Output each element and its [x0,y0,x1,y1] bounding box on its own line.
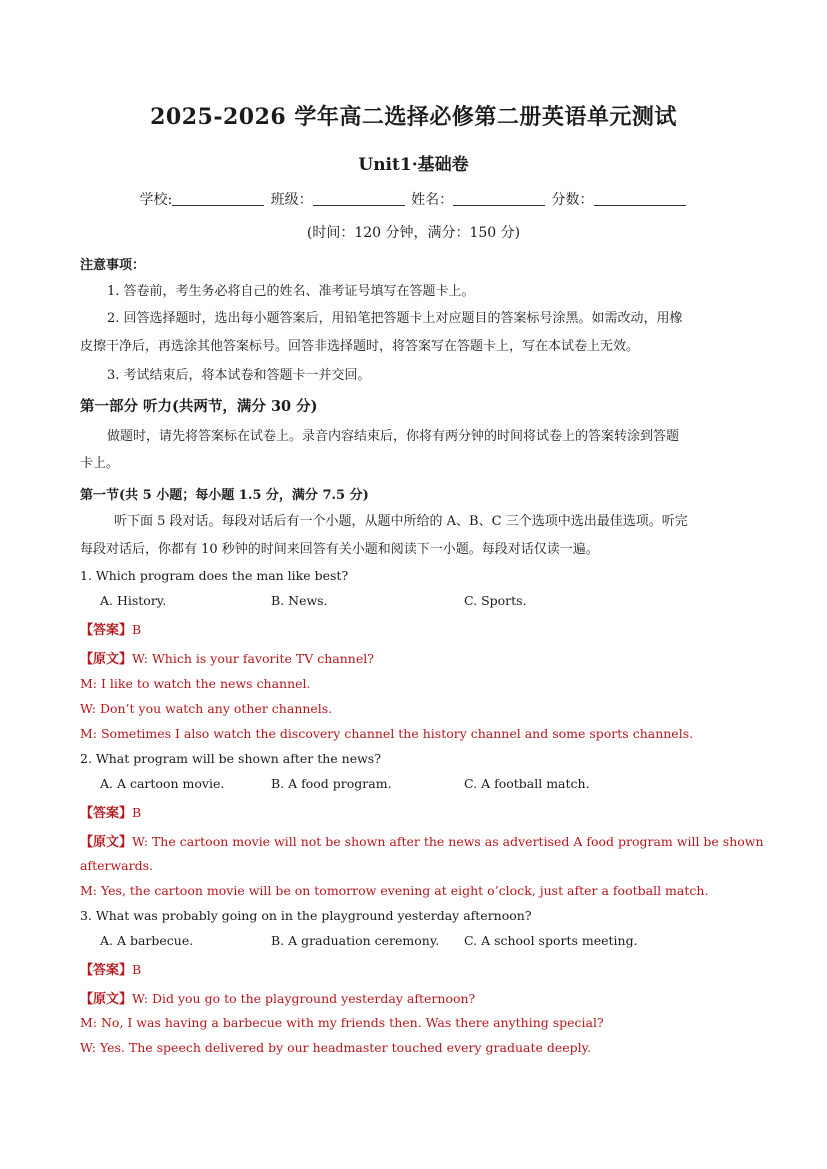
q1-transcript-line-2: M: I like to watch the news channel. [80,676,311,691]
q3-transcript-line-2: M: No, I was having a barbecue with my friends then. Was there anything special? [80,1015,604,1030]
q1-answer: B [132,622,142,637]
exam-time: (时间：120 分钟，满分：150 分) [306,225,521,241]
score-blank [594,191,686,206]
q2-answer-line [80,802,141,821]
q1-transcript-line-3: W: Don’t you watch any other channels. [80,701,333,716]
q3-option-c: C. A school sports meeting. [464,933,638,948]
name-blank [453,191,545,206]
page-subtitle: Unit1·基础卷 [358,155,469,175]
notice-item-2-line-1: 2. 回答选择题时，选出每小题答案后，用铅笔把答题卡上对应题目的答案标号涂黑。如需改动，用橡 [107,311,683,326]
q2-answer: B [132,805,142,820]
part1-heading: 第一部分 听力(共两节，满分 30 分) [80,398,318,415]
question-2: 2. What program will be shown after the news? [80,751,381,766]
q1-transcript-first: W: Which is your favorite TV channel? [132,651,374,666]
name-label: 姓名： [411,192,454,208]
transcript-label: 【原文】 [80,835,133,850]
q1-answer-line [80,619,141,638]
q1-transcript-line-1 [80,648,374,667]
score-label: 分数： [551,192,594,208]
class-blank [313,191,405,206]
q3-answer: B [132,962,142,977]
section1-intro-line-1: 听下面 5 段对话。每段对话后有一个小题，从题中所给的 A、B、C 三个选项中选出最佳选项。听完 [114,514,688,529]
q1-option-b: B. News. [271,593,328,608]
q2-transcript-line-3: M: Yes, the cartoon movie will be on tomorrow evening at eight o’clock, just after a football match. [80,883,709,898]
answer-label: 【答案】 [80,963,133,978]
answer-label: 【答案】 [80,623,133,638]
q2-transcript-line-2: afterwards. [80,858,153,873]
q3-option-b: B. A graduation ceremony. [271,933,440,948]
q2-option-b: B. A food program. [271,776,392,791]
q2-transcript-first: W: The cartoon movie will not be shown after the news as advertised A food program will be shown [132,834,764,849]
q1-transcript-line-4: M: Sometimes I also watch the discovery channel the history channel and some sports channels. [80,726,694,741]
school-blank [172,191,264,206]
q2-option-a: A. A cartoon movie. [100,776,225,791]
school-label: 学校: [139,192,173,208]
q1-option-a: A. History. [100,593,167,608]
notice-item-2-line-2: 皮擦干净后，再选涂其他答案标号。回答非选择题时，将答案写在答题卡上，写在本试卷上无效。 [80,339,640,354]
answer-label: 【答案】 [80,806,133,821]
q3-transcript-first: W: Did you go to the playground yesterday afternoon? [132,991,476,1006]
question-1: 1. Which program does the man like best? [80,568,349,583]
notice-item-3: 3. 考试结束后，将本试卷和答题卡一并交回。 [107,368,371,383]
q1-option-c: C. Sports. [464,593,527,608]
section1-heading: 第一节(共 5 小题；每小题 1.5 分，满分 7.5 分) [80,488,369,503]
section1-intro-line-2: 每段对话后，你都有 10 秒钟的时间来回答有关小题和阅读下一小题。每段对话仅读一遍。 [80,542,599,557]
part1-intro-line-1: 做题时，请先将答案标在试卷上。录音内容结束后，你将有两分钟的时间将试卷上的答案转涂到答题 [107,429,680,444]
transcript-label: 【原文】 [80,652,133,667]
notice-heading: 注意事项： [80,258,146,273]
question-3: 3. What was probably going on in the playground yesterday afternoon? [80,908,532,923]
q3-answer-line [80,959,141,978]
page-title: 2025-2026 学年高二选择必修第二册英语单元测试 [150,104,677,130]
q3-transcript-line-3: W: Yes. The speech delivered by our headmaster touched every graduate deeply. [80,1040,592,1055]
q3-option-a: A. A barbecue. [100,933,194,948]
transcript-label: 【原文】 [80,992,133,1007]
student-info-row [0,189,827,209]
q3-transcript-line-1 [80,988,475,1007]
class-label: 班级： [270,192,313,208]
notice-item-1: 1. 答卷前，考生务必将自己的姓名、准考证号填写在答题卡上。 [107,284,475,299]
part1-intro-line-2: 卡上。 [80,456,120,471]
q2-option-c: C. A football match. [464,776,590,791]
q2-transcript-line-1 [80,831,764,850]
